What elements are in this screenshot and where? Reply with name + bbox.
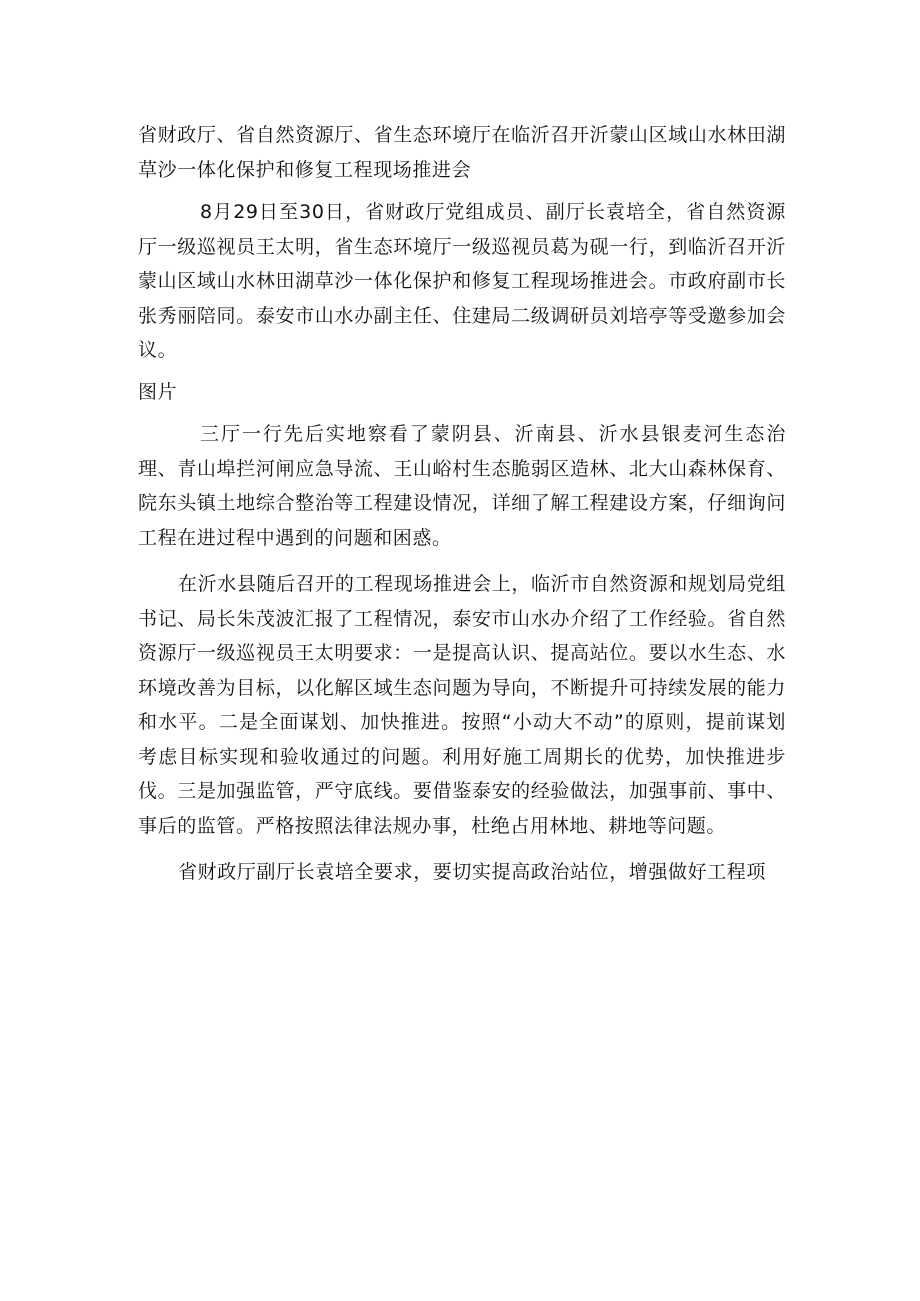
- document-body: [138, 118, 786, 890]
- image-placeholder-label: 图片: [138, 380, 178, 403]
- paragraph-intro: 8月29日至30日，省财政厅党组成员、副厅长袁培全，省自然资源厅一级巡视员王太明，省生态环境厅一级巡视员葛为砚一行，到临沂召开沂蒙山区域山水林田湖草沙一体化保护和修复工程现场推进会。市政府副市长张秀丽陪同。泰安市山水办副主任、住建局二级调研员刘培亭等受邀参加会议。: [138, 201, 786, 361]
- paragraph-site-visit: 三厅一行先后实地察看了蒙阴县、沂南县、沂水县银麦河生态治理、青山埠拦河闸应急导流、王山峪村生态脆弱区造林、北大山森林保育、院东头镇土地综合整治等工程建设情况，详细了解工程建设方案，仔细询问工程在进过程中遇到的问题和困惑。: [138, 423, 786, 549]
- document-title: 省财政厅、省自然资源厅、省生态环境厅在临沂召开沂蒙山区域山水林田湖草沙一体化保护和修复工程现场推进会: [138, 124, 786, 181]
- paragraph-meeting-requirements: 在沂水县随后召开的工程现场推进会上，临沂市自然资源和规划局党组书记、局长朱茂波汇报了工程情况，泰安市山水办介绍了工作经验。省自然资源厅一级巡视员王太明要求：一是提高认识、提高站位。要以水生态、水环境改善为目标，以化解区域生态问题为导向，不断提升可持续发展的能力和水平。二是全面谋划、加快推进。按照“小动大不动”的原则，提前谋划考虑目标实现和验收通过的问题。利用好施工周期长的优势，加快推进步伐。三是加强监管，严守底线。要借鉴泰安的经验做法，加强事前、事中、事后的监管。严格按照法律法规办事，杜绝占用林地、耕地等问题。: [138, 573, 786, 837]
- paragraph-finance-requirements: 省财政厅副厅长袁培全要求，要切实提高政治站位，增强做好工程项: [178, 861, 767, 883]
